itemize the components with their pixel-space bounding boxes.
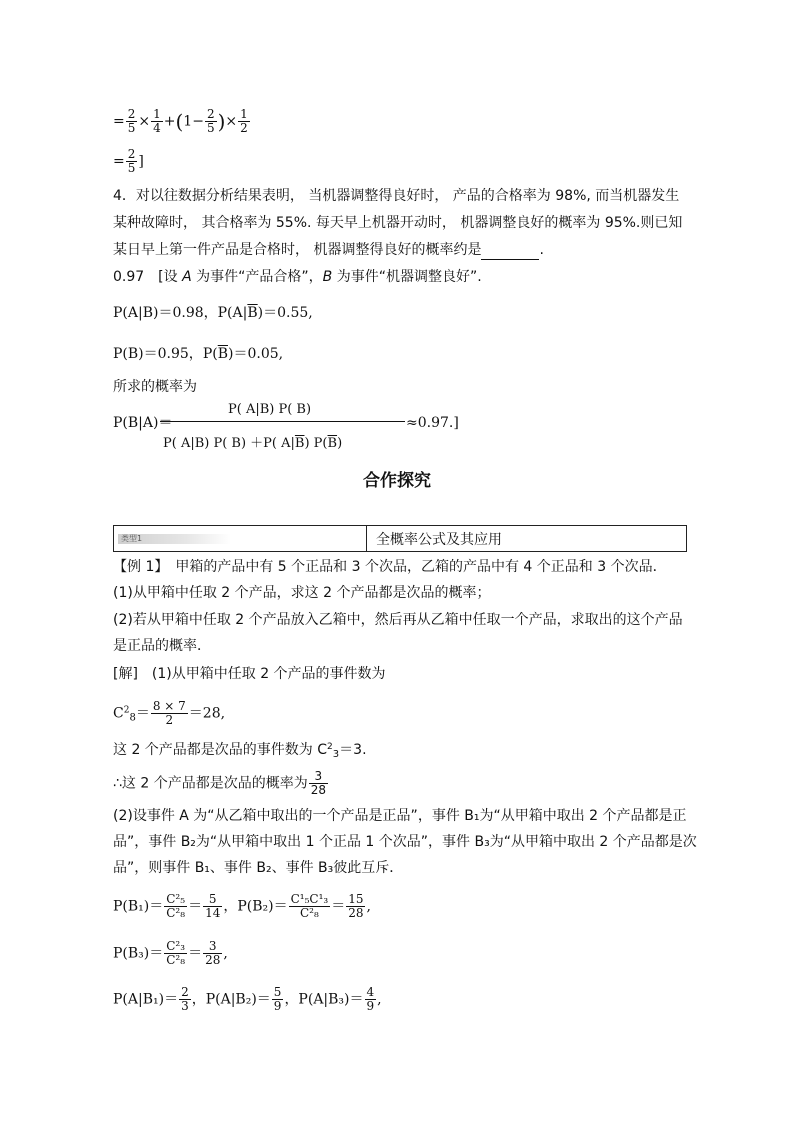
- equals-sign: ＝: [331, 898, 346, 915]
- question-4-line-2: 某种故障时， 其合格率为 55%. 每天早上机器开动时， 机器调整良好的概率为 95%.则已知: [113, 215, 683, 231]
- combination-result: ＝28,: [188, 705, 226, 722]
- topic-label-cell: [114, 526, 367, 551]
- fraction-numerator: 1: [153, 107, 161, 121]
- var-b: B: [322, 269, 333, 285]
- fraction-denominator: 14: [205, 906, 221, 920]
- topic-title: 全概率公式及其应用: [376, 532, 502, 548]
- denominator-text: ) P(: [304, 436, 328, 451]
- prob-line-2: [113, 344, 283, 364]
- fraction-numerator: 8 × 7: [152, 699, 186, 713]
- fraction-denominator: 5: [127, 161, 136, 175]
- question-4-line-3: [113, 240, 544, 260]
- combination-sub: 3: [332, 749, 340, 760]
- fraction-denominator: 5: [206, 121, 215, 135]
- one-minus: 1−: [183, 113, 204, 130]
- fraction-numerator: 1: [240, 107, 248, 121]
- solution-text: 这 2 个产品都是次品的事件数为 C: [113, 742, 328, 758]
- example-line-4: 是正品的概率．: [113, 638, 211, 654]
- combination-fraction: [151, 700, 188, 727]
- denominator-text: P( A|B) P( B) ＋P( A|: [163, 436, 295, 451]
- b-complement: $\overline{B}$: [294, 436, 305, 451]
- solution-line-4: [113, 770, 329, 797]
- fraction-numerator: 15: [348, 892, 364, 906]
- fraction-denominator: 28: [205, 953, 221, 967]
- fraction-denominator: 3: [181, 999, 189, 1013]
- fraction-denominator: C²₈: [166, 906, 186, 920]
- bayes-fraction-bar: [160, 421, 405, 422]
- times-sign: ×: [138, 113, 151, 130]
- b-complement: $\overline{B}$: [217, 346, 228, 362]
- times-sign: ×: [225, 113, 238, 130]
- fraction-denominator: 5: [127, 121, 136, 135]
- combination-sup: 2: [327, 742, 333, 752]
- prob-label: P(A|B₁)＝: [113, 991, 179, 1008]
- result-fraction: [126, 148, 138, 175]
- bayes-numerator: P( A|B) P( B): [228, 402, 312, 417]
- solution-line-7: 品”，则事件 B₁、事件 B₂、事件 B₃彼此互斥．: [113, 860, 404, 876]
- fraction-numerator: 5: [273, 985, 282, 999]
- fraction-denominator: 2: [240, 121, 248, 135]
- fraction-numerator: 4: [366, 985, 375, 999]
- pb1-fraction: [164, 893, 187, 920]
- prob-label: ，P(B₂)＝: [223, 898, 288, 915]
- fraction-denominator: 2: [165, 713, 174, 727]
- solution-line-6: 品”，事件 B₂为“从甲箱中取出 1 个正品 1 个次品”，事件 B₃为“从甲箱中取出 2 个产品都是次: [113, 834, 697, 850]
- fraction-numerator: C²₃: [166, 939, 186, 953]
- calc-line-2: [113, 148, 144, 175]
- answer-text: 为事件“产品合格”，: [191, 269, 323, 285]
- solution-line-5: (2)设事件 A 为“从乙箱中取出的一个产品是正品”，事件 B₁为“从甲箱中取出 2 个产品都是正: [113, 808, 687, 824]
- prob-label: ，P(A|B₃)＝: [284, 991, 364, 1008]
- fraction-numerator: 5: [203, 893, 222, 907]
- combination-sup: 2: [123, 705, 130, 716]
- close-paren: ): [217, 109, 226, 134]
- probability-fraction: [309, 770, 328, 797]
- fraction-denominator: 4: [153, 121, 161, 135]
- equals-sign: =: [113, 113, 125, 130]
- calc-line-1: [113, 108, 251, 135]
- pa1-value: [179, 986, 191, 1013]
- fraction-denominator: 28: [348, 906, 364, 920]
- prob-notb: P(: [202, 346, 218, 362]
- fraction-numerator: 2: [206, 107, 215, 121]
- section-heading: 合作探究: [363, 471, 431, 491]
- pb1-value: [203, 893, 222, 920]
- solution-text: ＝3.: [339, 742, 367, 758]
- combination-sub: 8: [129, 712, 136, 724]
- fraction-d: [238, 108, 250, 135]
- fraction-b: [151, 108, 163, 135]
- question-4-line-1: 4．对以往数据分析结果表明， 当机器调整得良好时， 产品的合格率为 98%, 而当机器发生: [113, 188, 680, 204]
- var-a: A: [182, 269, 192, 285]
- answer-intro: [113, 267, 482, 287]
- example-line-3: (2)若从甲箱中任取 2 个产品放入乙箱中，然后再从乙箱中任取一个产品，求取出的这个产品: [113, 612, 683, 628]
- fraction-denominator: C²₈: [299, 906, 319, 920]
- answer-text: 为事件“机器调整良好”.: [332, 269, 482, 285]
- pa2-value: [272, 986, 284, 1013]
- answer-blank: [481, 245, 539, 260]
- pb3-fraction: [164, 940, 187, 967]
- prob-label: P(B₃)＝: [113, 945, 164, 962]
- pa-line: [113, 986, 382, 1013]
- equals-sign: =: [113, 153, 125, 170]
- fraction-numerator: 3: [203, 940, 222, 954]
- prob-label: P(B₁)＝: [113, 898, 164, 915]
- equals-sign: ＝: [188, 945, 203, 962]
- prob-value: )＝0.05,: [228, 346, 284, 362]
- pb2-fraction: [289, 893, 331, 920]
- fraction-numerator: C²₅: [166, 892, 186, 906]
- fraction-denominator: 28: [310, 783, 326, 797]
- bayes-result: ≈0.97.]: [406, 415, 459, 431]
- fraction-numerator: 3: [309, 770, 328, 784]
- prob-a-given-b: P(A|B)＝0.98，: [113, 305, 218, 321]
- solution-text: ∴这 2 个产品都是次品的概率为: [113, 775, 308, 792]
- fraction-denominator: C²₈: [166, 953, 186, 967]
- prob-label: 所求的概率为: [113, 379, 197, 395]
- combination-calc: [113, 700, 225, 729]
- pb1-pb2-line: [113, 893, 371, 920]
- denominator-text: ): [337, 436, 343, 451]
- comma: ,: [366, 898, 371, 915]
- bayes-denominator: [163, 432, 342, 451]
- fraction-denominator: 9: [273, 999, 282, 1013]
- bayes-left: P(B|A)＝: [113, 415, 173, 431]
- fraction-numerator: 2: [127, 147, 136, 161]
- open-paren: (: [175, 109, 184, 134]
- prob-b: P(B)＝0.95，: [113, 346, 203, 362]
- equals-sign: ＝: [188, 898, 203, 915]
- comma: ,: [377, 991, 382, 1008]
- answer-value: 0.97 [设: [113, 269, 183, 285]
- pa3-value: [365, 986, 377, 1013]
- close-bracket: ]: [138, 153, 144, 170]
- prob-value: )＝0.55,: [257, 305, 313, 321]
- fraction-a: [126, 108, 138, 135]
- plus-sign: +: [163, 113, 176, 130]
- solution-line-3: [113, 737, 367, 765]
- fraction-numerator: C¹₅C¹₃: [290, 892, 329, 906]
- comma: ,: [223, 945, 228, 962]
- pb3-line: [113, 940, 228, 967]
- prob-a-given-notb: P(A|: [217, 305, 248, 321]
- b-complement: $\overline{B}$: [327, 436, 338, 451]
- b-complement: $\overline{B}$: [247, 305, 258, 321]
- topic-box: [113, 525, 687, 552]
- pb2-value: [346, 893, 365, 920]
- solution-line-1: [解] (1)从甲箱中任取 2 个产品的事件数为: [113, 666, 386, 682]
- fraction-numerator: 2: [181, 985, 189, 999]
- topic-tag: 类型1: [118, 534, 231, 544]
- equals-sign: ＝: [135, 705, 150, 722]
- example-line-2: (1)从甲箱中任取 2 个产品，求这 2 个产品都是次品的概率；: [113, 585, 491, 601]
- question-text: 某日早上第一件产品是合格时， 机器调整得良好的概率约是: [113, 242, 482, 258]
- example-line-1: 【例 1】 甲箱的产品中有 5 个正品和 3 个次品，乙箱的产品中有 4 个正品和 3 个次品．: [113, 559, 667, 575]
- pb3-value: [203, 940, 222, 967]
- prob-label: ，P(A|B₂)＝: [191, 991, 271, 1008]
- fraction-denominator: 9: [366, 999, 375, 1013]
- fraction-numerator: 2: [127, 107, 136, 121]
- prob-line-1: [113, 303, 313, 323]
- period: .: [539, 242, 544, 258]
- combination-symbol: C: [113, 705, 124, 722]
- fraction-c: [205, 108, 217, 135]
